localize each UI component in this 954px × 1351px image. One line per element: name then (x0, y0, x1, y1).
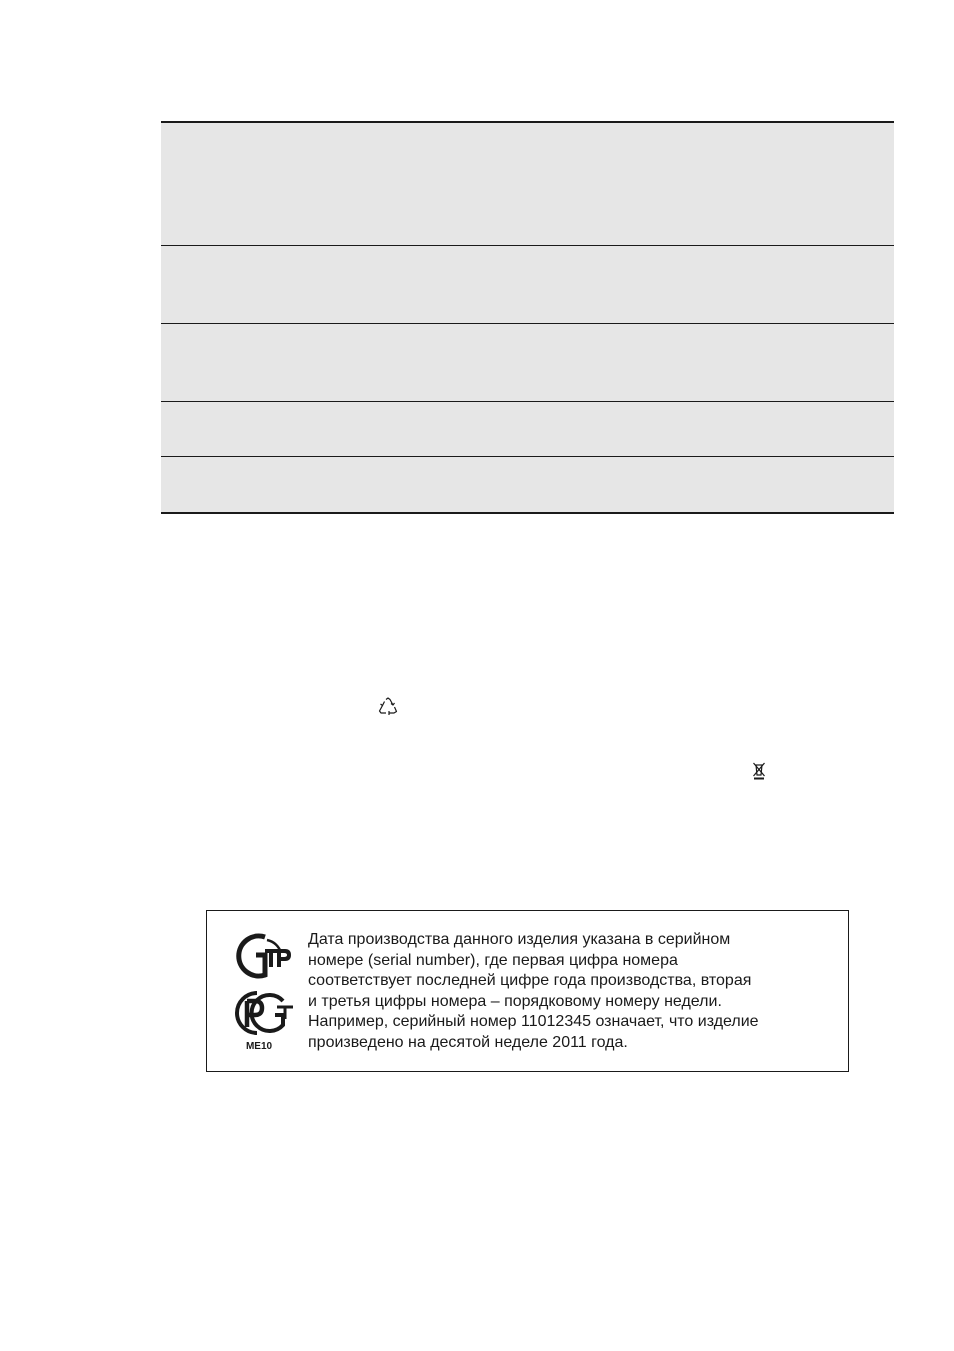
eac-tr-certification-logo (229, 931, 295, 981)
note-line: и третья цифры номера – порядковому номеру недели. (308, 992, 722, 1010)
recycle-icon (378, 697, 398, 715)
note-line: номере (serial number), где первая цифра номера (308, 951, 678, 969)
note-line: Например, серийный номер 11012345 означает, что изделие (308, 1013, 759, 1030)
certification-code: ME10 (245, 1041, 273, 1052)
note-line: Дата производства данного изделия указана в серийном (308, 931, 731, 948)
table-row (161, 457, 894, 512)
table-row (161, 246, 894, 324)
certification-logos (229, 931, 297, 1056)
note-line: соответствует последней цифре года производства, вторая (308, 972, 752, 989)
rostest-certification-logo (231, 989, 295, 1037)
certification-notice (206, 910, 849, 1072)
crossed-bin-icon (752, 762, 766, 780)
table-row (161, 324, 894, 402)
table-row (161, 402, 894, 457)
production-date-note (308, 930, 838, 1053)
spec-table (161, 121, 894, 514)
note-line: произведено на десятой неделе 2011 года. (308, 1033, 628, 1051)
table-row (161, 123, 894, 246)
